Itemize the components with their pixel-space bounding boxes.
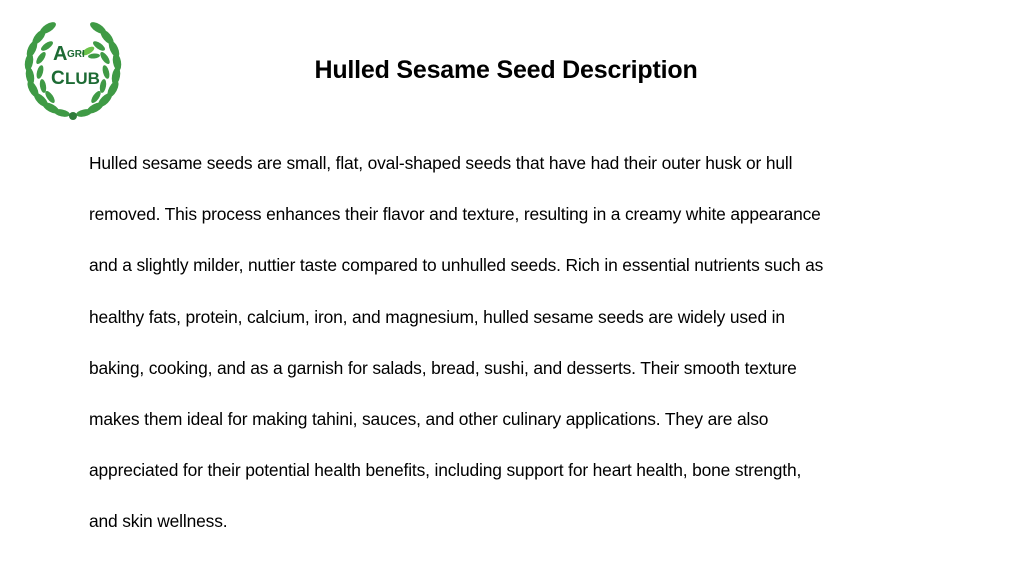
paragraph-line: and a slightly milder, nuttier taste compared to unhulled seeds. Rich in essential nutrients such as xyxy=(89,255,824,276)
paragraph-line: removed. This process enhances their flavor and texture, resulting in a creamy white appearance xyxy=(89,204,821,225)
logo-letter-c: C xyxy=(51,68,65,89)
logo-letter-a: A xyxy=(53,43,68,65)
paragraph-line: baking, cooking, and as a garnish for salads, bread, sushi, and desserts. Their smooth texture xyxy=(89,357,797,378)
description-paragraph xyxy=(89,146,949,556)
paragraph-line: healthy fats, protein, calcium, iron, and magnesium, hulled sesame seeds are widely used in xyxy=(89,306,785,327)
paragraph-line: Hulled sesame seeds are small, flat, oval-shaped seeds that have had their outer husk or hull xyxy=(89,153,793,173)
paragraph-line: makes them ideal for making tahini, sauces, and other culinary applications. They are also xyxy=(89,408,769,429)
paragraph-line: appreciated for their potential health benefits, including support for heart health, bone strength, xyxy=(89,460,802,481)
paragraph-line: and skin wellness. xyxy=(89,511,228,532)
logo-text-bottom: LUB xyxy=(65,69,100,88)
logo-text-top: GRI xyxy=(67,49,85,60)
page-title: Hulled Sesame Seed Description xyxy=(314,56,698,84)
